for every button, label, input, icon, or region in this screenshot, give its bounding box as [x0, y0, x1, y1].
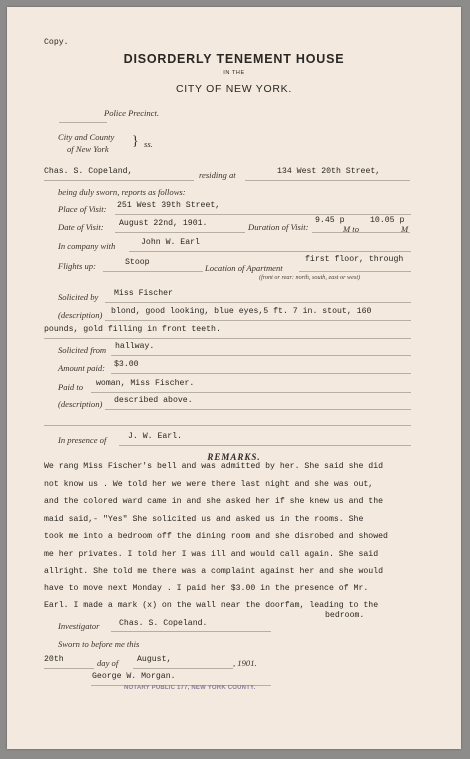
- duration-to: 10.05 p: [370, 216, 405, 225]
- of-new-york-label: of New York: [67, 144, 109, 154]
- investigator-label: Investigator: [58, 621, 100, 631]
- in-presence-of: J. W. Earl.: [128, 432, 183, 441]
- sworn-before-label: Sworn to before me this: [58, 639, 140, 649]
- apartment-location: first floor, through: [305, 255, 404, 264]
- m-to-label: M to: [343, 224, 359, 234]
- place-of-visit-label: Place of Visit:: [58, 204, 107, 214]
- sworn-year: , 1901.: [233, 658, 257, 668]
- place-of-visit: 251 West 39th Street,: [117, 201, 221, 210]
- date-of-visit: August 22nd, 1901.: [119, 219, 208, 228]
- residence-address: 134 West 20th Street,: [277, 167, 381, 176]
- police-precinct-label: Police Precinct.: [104, 108, 160, 118]
- amount-paid-label: Amount paid:: [58, 363, 106, 373]
- description-label: (description): [58, 310, 103, 320]
- document-page: [7, 7, 461, 749]
- remark-line: took me into a bedroom off the dining room and she disrobed and showed: [44, 532, 388, 541]
- remark-line: Earl. I made a mark (x) on the wall near the doorfam, leading to the: [44, 601, 379, 610]
- flights-up-label: Flights up:: [58, 261, 96, 271]
- remark-bedroom: bedroom.: [325, 611, 365, 620]
- company-label: In company with: [58, 241, 116, 251]
- ss-label: ss.: [144, 139, 153, 149]
- in-the-label: IN THE: [223, 70, 245, 76]
- precinct-line: [59, 122, 107, 123]
- remark-line: me her privates. I told her I was ill and would call again. She said: [44, 550, 379, 559]
- duration-label: Duration of Visit:: [248, 222, 309, 232]
- residing-label: residing at: [199, 170, 236, 180]
- notary-stamp: NOTARY PUBLIC 177, NEW YORK COUNTY.: [124, 685, 256, 691]
- description-line-2: pounds, gold filling in front teeth.: [44, 325, 221, 334]
- presence-label: In presence of: [58, 435, 107, 445]
- date-of-visit-label: Date of Visit:: [58, 222, 104, 232]
- investigator-name: Chas. S. Copeland.: [119, 619, 208, 628]
- location-label: Location of Apartment: [205, 263, 283, 273]
- brace-icon: }: [132, 134, 139, 149]
- flights-up: Stoop: [125, 258, 150, 267]
- remark-line: We rang Miss Fischer's bell and was admitted by her. She said she did: [44, 462, 384, 471]
- remark-line: have to move next Monday . I paid her $3.00 in the presence of Mr.: [44, 584, 369, 593]
- paid-to-description: described above.: [114, 396, 193, 405]
- remark-line: maid said,- "Yes" She solicited us and asked us in the rooms. She: [44, 515, 364, 524]
- paid-to-label: Paid to: [58, 382, 84, 392]
- remark-line: not know us . We told her we were there last night and she was out,: [44, 480, 374, 489]
- solicited-by-label: Solicited by: [58, 292, 99, 302]
- description2-label: (description): [58, 399, 103, 409]
- sworn-month: August,: [137, 655, 172, 664]
- document-title: DISORDERLY TENEMENT HOUSE: [123, 52, 345, 66]
- deponent-name: Chas. S. Copeland,: [44, 167, 133, 176]
- remark-line: allright. She told me there was a complaint against her and she would: [44, 567, 384, 576]
- remarks-heading: REMARKS.: [207, 452, 261, 462]
- sworn-statement-label: being duly sworn, reports as follows:: [58, 187, 186, 197]
- description-line-1: blond, good looking, blue eyes,5 ft. 7 in. stout, 160: [111, 307, 372, 316]
- city-county-label: City and County: [58, 132, 115, 142]
- amount-paid: $3.00: [114, 360, 139, 369]
- m-label: M: [401, 224, 409, 234]
- solicited-from: hallway.: [115, 342, 155, 351]
- city-title: CITY OF NEW YORK.: [176, 83, 292, 95]
- remark-line: and the colored ward came in and she asked her if she knew us and the: [44, 497, 384, 506]
- company-with: John W. Earl: [141, 238, 200, 247]
- duration-from: 9.45 p: [315, 216, 345, 225]
- notary-name: George W. Morgan.: [92, 672, 176, 681]
- solicited-from-label: Solicited from: [58, 345, 107, 355]
- sworn-day: 20th: [44, 655, 64, 664]
- day-of-label: day of: [97, 658, 119, 668]
- solicited-by: Miss Fischer: [114, 289, 173, 298]
- paid-to: woman, Miss Fischer.: [96, 379, 195, 388]
- copy-label: Copy.: [44, 38, 69, 47]
- location-hint: (front or rear: north, south, east or west): [259, 274, 361, 281]
